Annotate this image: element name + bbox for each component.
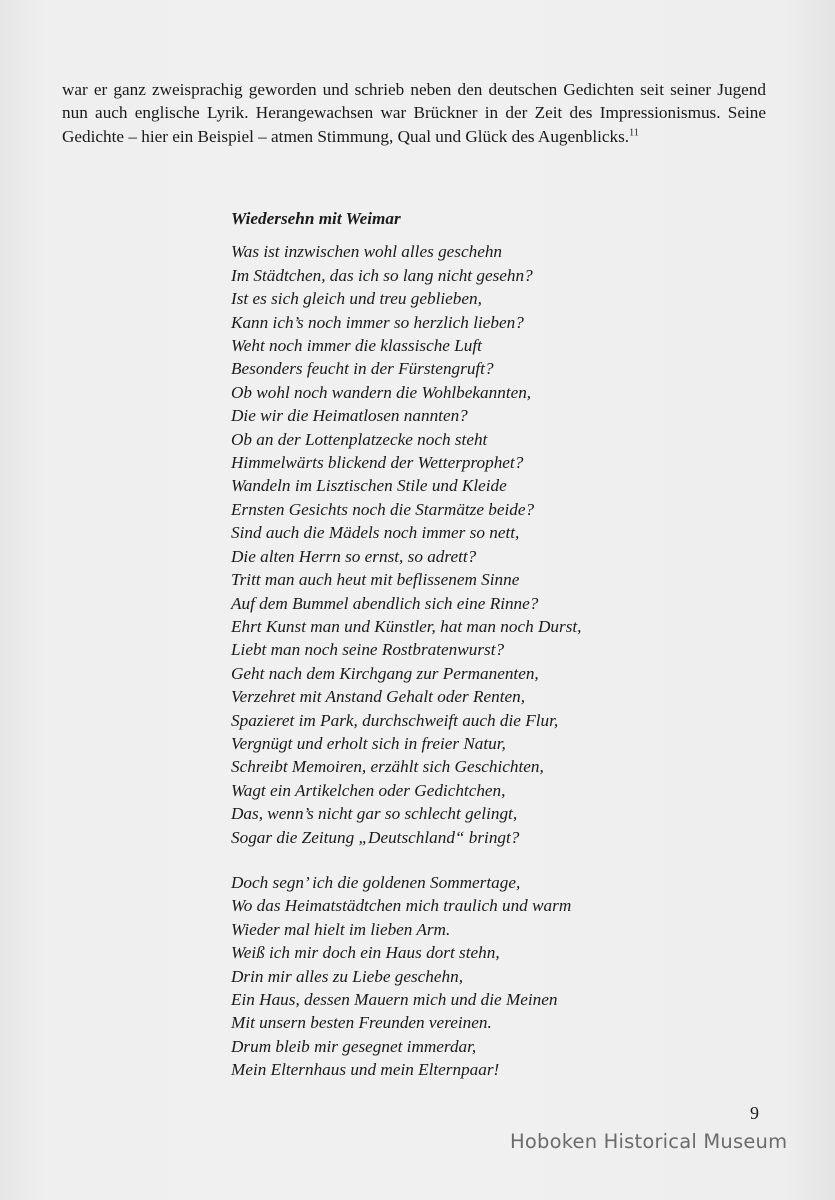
poem-line: Im Städtchen, das ich so lang nicht gesehn? [231,265,533,285]
poem [231,207,751,1082]
poem-line: Ernsten Gesichts noch die Starmätze beide? [231,499,535,519]
poem-line: Ist es sich gleich und treu geblieben, [231,289,482,309]
poem-line: Kann ich’s noch immer so herzlich lieben? [231,312,524,332]
poem-line: Ob an der Lottenplatzecke noch steht [231,429,488,449]
poem-line: Ob wohl noch wandern die Wohlbekannten, [231,382,532,402]
footnote-marker: 11 [629,127,639,139]
poem-line: Wandeln im Lisztischen Stile und Kleide [231,476,507,496]
poem-line: Wieder mal hielt im lieben Arm. [231,919,451,939]
poem-line: Wagt ein Artikelchen oder Gedichtchen, [231,780,506,800]
poem-stanza-1 [231,240,751,849]
poem-line: Weht noch immer die klassische Luft [231,336,482,356]
poem-line: Ehrt Kunst man und Künstler, hat man noch Durst, [231,616,582,636]
intro-paragraph [62,78,766,148]
poem-line: Spazieret im Park, durchschweift auch die Flur, [231,710,559,730]
poem-line: Mein Elternhaus und mein Elternpaar! [231,1060,500,1080]
poem-line: Doch segn’ ich die goldenen Sommertage, [231,872,521,892]
page-number: 9 [750,1103,759,1123]
poem-line: Himmelwärts blickend der Wetterprophet? [231,453,524,473]
poem-line: Die wir die Heimatlosen nannten? [231,406,468,426]
poem-line: Auf dem Bummel abendlich sich eine Rinne? [231,593,539,613]
poem-line: Weiß ich mir doch ein Haus dort stehn, [231,943,500,963]
stanza-gap [231,849,751,871]
poem-stanza-2 [231,871,751,1082]
poem-line: Das, wenn’s nicht gar so schlecht gelingt, [231,804,518,824]
poem-title: Wiedersehn mit Weimar [231,209,401,228]
watermark: Hoboken Historical Museum [510,1130,788,1153]
poem-line: Verzehret mit Anstand Gehalt oder Renten, [231,687,526,707]
poem-line: Besonders feucht in der Fürstengruft? [231,359,494,379]
poem-line: Vergnügt und erholt sich in freier Natur, [231,733,506,753]
poem-line: Ein Haus, dessen Mauern mich und die Meinen [231,990,558,1009]
poem-line: Drin mir alles zu Liebe geschehn, [231,966,464,986]
poem-line: Liebt man noch seine Rostbratenwurst? [231,640,505,660]
poem-line: Die alten Herrn so ernst, so adrett? [231,546,477,566]
poem-line: Tritt man auch heut mit beflissenem Sinne [231,570,520,590]
poem-line: Drum bleib mir gesegnet immerdar, [231,1036,477,1056]
poem-line: Schreibt Memoiren, erzählt sich Geschichten, [231,757,544,777]
poem-line: Sogar die Zeitung „Deutschland“ bringt? [231,827,520,847]
intro-text: war er ganz zweisprachig geworden und schrieb neben den deutschen Gedichten seit seiner Jugend nun auch englische Lyrik. Herangewachsen war Brückner in der Zeit des Impressionismus. Seine Gedichte – hier ein Beispiel – atmen Stimmung, Qual und Glück des Augenblicks. [62,80,766,146]
poem-line: Geht nach dem Kirchgang zur Permanenten, [231,663,539,683]
poem-line: Mit unsern besten Freunden vereinen. [231,1013,492,1033]
poem-line: Was ist inzwischen wohl alles geschehn [231,242,503,262]
poem-line: Sind auch die Mädels noch immer so nett, [231,523,520,543]
poem-line: Wo das Heimatstädtchen mich traulich und warm [231,896,572,916]
